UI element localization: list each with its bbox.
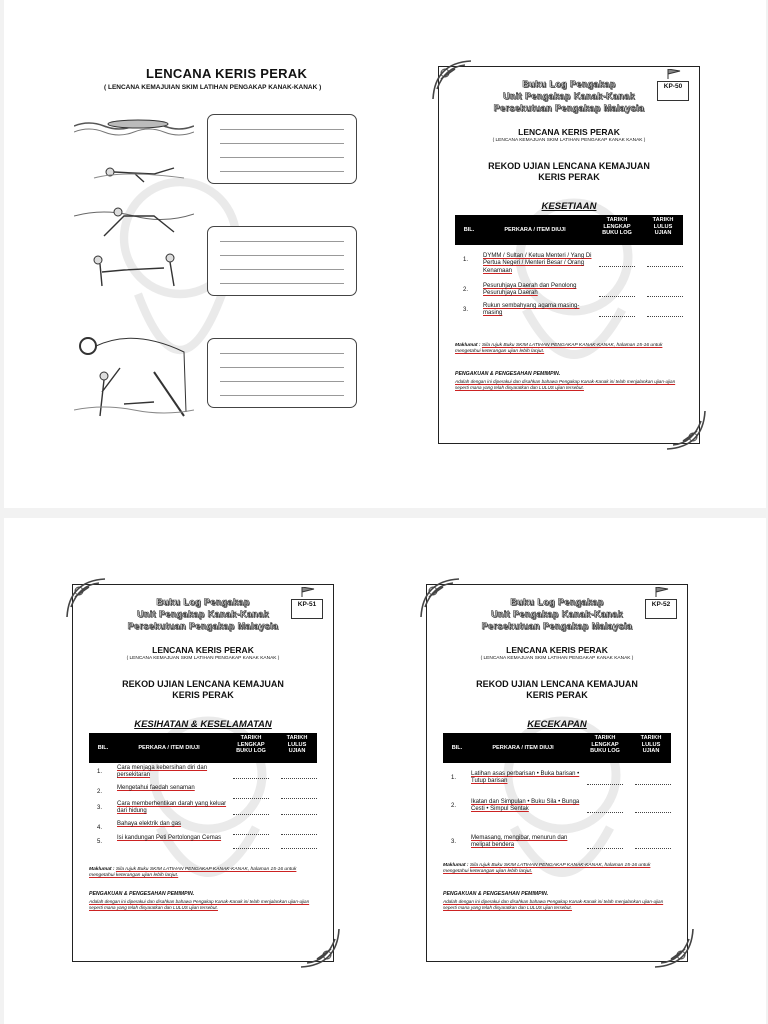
date-pass-field[interactable]	[647, 316, 683, 317]
row-item	[483, 253, 593, 275]
date-pass-field[interactable]	[281, 798, 317, 799]
form-subtitle: ( LENCANA KEMAJUAN SKIM LATIHAN PENGAKAP KANAK KANAK )	[492, 138, 646, 143]
date-pass-field[interactable]	[281, 778, 317, 779]
date-pass-field[interactable]	[635, 848, 671, 849]
record-title-line-1: REKOD UJIAN LENCANA KEMAJUAN	[476, 679, 638, 689]
page-1-title: LENCANA KERIS PERAK	[146, 66, 308, 81]
date-logbook-field[interactable]	[233, 814, 269, 815]
row-number: 2.	[463, 287, 469, 293]
form-title: LENCANA KERIS PERAK	[506, 645, 608, 655]
pengakuan-text: Adalah dengan ini diperakui dan disahkan bahawa Pengakap Kanak-Kanak ini telah menjalankan ujian-ujian seperti mana yang telah disyaratkan dan LULUS ujian tersebut.	[89, 899, 310, 910]
form-page-kp-50	[438, 66, 700, 444]
th-buku-log: TARIKH LENGKAP BUKU LOG	[590, 735, 620, 754]
form-title: LENCANA KERIS PERAK	[152, 645, 254, 655]
pengakuan-text: Adalah dengan ini diperakui dan disahkan bahawa Pengakap Kanak-Kanak ini telah menjalankan ujian-ujian seperti mana yang telah disyaratkan dan LULUS ujian tersebut.	[455, 379, 676, 390]
date-logbook-field[interactable]	[233, 834, 269, 835]
row-number: 1.	[463, 257, 469, 263]
th-item: PERKARA / ITEM DIUJI	[504, 227, 566, 233]
date-pass-field[interactable]	[635, 812, 671, 813]
record-title-line-2: KERIS PERAK	[172, 690, 234, 700]
rescue-illustration	[74, 332, 194, 418]
date-pass-field[interactable]	[647, 266, 683, 267]
row-item-text: Mengetahui faedah senaman	[117, 785, 195, 791]
record-title-line-1: REKOD UJIAN LENCANA KEMAJUAN	[122, 679, 284, 689]
row-number: 3.	[97, 805, 103, 811]
th-bil: BIL.	[451, 745, 463, 751]
row-item	[117, 801, 227, 816]
row-item	[117, 765, 227, 780]
row-number: 3.	[451, 839, 457, 845]
row-item	[471, 835, 581, 850]
maklumat-text: Sila rujuk Buku SKIM LATIHAN PENGAKAP KANAK-KANAK, halaman 15-16 untuk mengetahui keterangan ujian lebih lanjut.	[443, 863, 651, 874]
header-line-2: Unit Pengakap Kanak-Kanak	[502, 91, 636, 101]
answer-box-2[interactable]	[207, 226, 357, 296]
row-number: 1.	[97, 769, 103, 775]
row-item-text: Memasang, mengibar, menurun dan melipat bendera	[471, 835, 568, 849]
pengakuan-title: PENGAKUAN & PENGESAHAN PEMIMPIN.	[89, 891, 195, 897]
corner-ornament-icon	[299, 927, 341, 969]
date-logbook-field[interactable]	[599, 296, 635, 297]
form-page-kp-52	[426, 584, 688, 962]
date-pass-field[interactable]	[635, 784, 671, 785]
row-item	[117, 835, 227, 842]
th-buku-log: TARIKH LENGKAP BUKU LOG	[602, 217, 632, 236]
kp-code: KP-50	[657, 81, 689, 101]
row-item-text: Ikatan dan Simpulan • Buku Sila • Bunga Cesti • Simpul Sentak	[471, 799, 580, 813]
date-logbook-field[interactable]	[233, 798, 269, 799]
maklumat-text: Sila rujuk Buku SKIM LATIHAN PENGAKAP KANAK-KANAK, halaman 15-16 untuk mengetahui keterangan ujian lebih lanjut.	[89, 867, 297, 878]
row-item-text: Bahaya elektrik dan gas	[117, 821, 182, 827]
row-item-text: Cara menjaga kebersihan diri dan persekitaran	[117, 765, 208, 779]
form-subtitle: ( LENCANA KEMAJUAN SKIM LATIHAN PENGAKAP KANAK KANAK )	[126, 656, 280, 661]
answer-box-1[interactable]	[207, 114, 357, 184]
table-header	[455, 215, 683, 245]
row-item	[483, 303, 593, 318]
maklumat-label: Maklumat :	[89, 867, 115, 872]
row-item	[471, 771, 581, 786]
record-title-line-2: KERIS PERAK	[538, 172, 600, 182]
th-item: PERKARA / ITEM DIUJI	[492, 745, 554, 751]
header-line-3: Persekutuan Pengakap Malaysia	[493, 103, 645, 113]
corner-ornament-icon	[653, 927, 695, 969]
th-lulus-ujian: TARIKH LULUS UJIAN	[286, 735, 308, 754]
date-pass-field[interactable]	[281, 848, 317, 849]
row-number: 1.	[451, 775, 457, 781]
maklumat-note	[89, 867, 321, 879]
row-item-text: DYMM / Sultan / Ketua Menteri / Yang Di Pertua Negeri / Menteri Besar / Orang Kenamaan	[483, 253, 592, 274]
pengakuan-text: Adalah dengan ini diperakui dan disahkan bahawa Pengakap Kanak-Kanak ini telah menjalankan ujian-ujian seperti mana yang telah disyaratkan dan LULUS ujian tersebut.	[443, 899, 664, 910]
answer-box-3[interactable]	[207, 338, 357, 408]
th-buku-log: TARIKH LENGKAP BUKU LOG	[236, 735, 266, 754]
swimming-illustration-1	[74, 112, 194, 198]
maklumat-text: Sila rujuk Buku SKIM LATIHAN PENGAKAP KANAK-KANAK, halaman 15-16 untuk mengetahui keterangan ujian lebih lanjut.	[455, 343, 663, 354]
section-title: KECEKAPAN	[527, 719, 587, 730]
header-line-1: Buku Log Pengakap	[156, 597, 250, 607]
maklumat-note	[443, 863, 675, 875]
page-1-subtitle: ( LENCANA KEMAJUIAN SKIM LATIHAN PENGAKAP KANAK-KANAK )	[104, 84, 322, 91]
row-number: 5.	[97, 839, 103, 845]
row-number: 2.	[451, 803, 457, 809]
header-line-3: Persekutuan Pengakap Malaysia	[127, 621, 279, 631]
row-item	[117, 821, 227, 828]
row-item-text: Rukun sembahyang agama masing-masing	[483, 303, 580, 317]
date-pass-field[interactable]	[281, 834, 317, 835]
date-logbook-field[interactable]	[599, 316, 635, 317]
header-line-2: Unit Pengakap Kanak-Kanak	[136, 609, 270, 619]
table-header	[89, 733, 317, 763]
table-header	[443, 733, 671, 763]
th-bil: BIL.	[463, 227, 475, 233]
th-lulus-ujian: TARIKH LULUS UJIAN	[640, 735, 662, 754]
row-item	[471, 799, 581, 814]
kp-code: KP-51	[291, 599, 323, 619]
date-pass-field[interactable]	[647, 296, 683, 297]
row-number: 2.	[97, 789, 103, 795]
date-logbook-field[interactable]	[587, 848, 623, 849]
th-bil: BIL.	[97, 745, 109, 751]
section-title: KESIHATAN & KESELAMATAN	[134, 719, 272, 730]
header-line-2: Unit Pengakap Kanak-Kanak	[490, 609, 624, 619]
maklumat-note	[455, 343, 687, 355]
pengakuan-title: PENGAKUAN & PENGESAHAN PEMIMPIN.	[455, 371, 561, 377]
section-title: KESETIAAN	[541, 201, 597, 212]
row-item	[483, 283, 593, 298]
row-item	[117, 785, 227, 792]
record-title-line-1: REKOD UJIAN LENCANA KEMAJUAN	[488, 161, 650, 171]
row-number: 4.	[97, 825, 103, 831]
date-pass-field[interactable]	[281, 814, 317, 815]
th-lulus-ujian: TARIKH LULUS UJIAN	[652, 217, 674, 236]
maklumat-label: Maklumat :	[443, 863, 469, 868]
kp-code: KP-52	[645, 599, 677, 619]
flag-icon	[667, 69, 681, 79]
swimming-illustration-2	[74, 202, 194, 288]
header-line-1: Buku Log Pengakap	[510, 597, 604, 607]
flag-icon	[655, 587, 669, 597]
form-subtitle: ( LENCANA KEMAJUAN SKIM LATIHAN PENGAKAP KANAK KANAK )	[480, 656, 634, 661]
row-number: 3.	[463, 307, 469, 313]
maklumat-label: Maklumat :	[455, 343, 481, 348]
date-logbook-field[interactable]	[599, 266, 635, 267]
form-title: LENCANA KERIS PERAK	[518, 127, 620, 137]
header-line-3: Persekutuan Pengakap Malaysia	[481, 621, 633, 631]
row-item-text: Latihan asas perbarisan • Buka barisan • Tutup barisan	[471, 771, 580, 785]
row-item-text: Pesuruhjaya Daerah dan Penolong Pesuruhjaya Daerah	[483, 283, 577, 297]
date-logbook-field[interactable]	[233, 778, 269, 779]
corner-ornament-icon	[665, 409, 707, 451]
date-logbook-field[interactable]	[587, 784, 623, 785]
date-logbook-field[interactable]	[587, 812, 623, 813]
pengakuan-title: PENGAKUAN & PENGESAHAN PEMIMPIN.	[443, 891, 549, 897]
date-logbook-field[interactable]	[233, 848, 269, 849]
row-item-text: Cara memberhentikan darah yang keluar dari hidung	[117, 801, 227, 815]
row-item-text: Isi kandungan Peti Pertolongan Cemas	[117, 835, 222, 841]
record-title-line-2: KERIS PERAK	[526, 690, 588, 700]
flag-icon	[301, 587, 315, 597]
header-line-1: Buku Log Pengakap	[522, 79, 616, 89]
form-page-kp-51	[72, 584, 334, 962]
th-item: PERKARA / ITEM DIUJI	[138, 745, 200, 751]
